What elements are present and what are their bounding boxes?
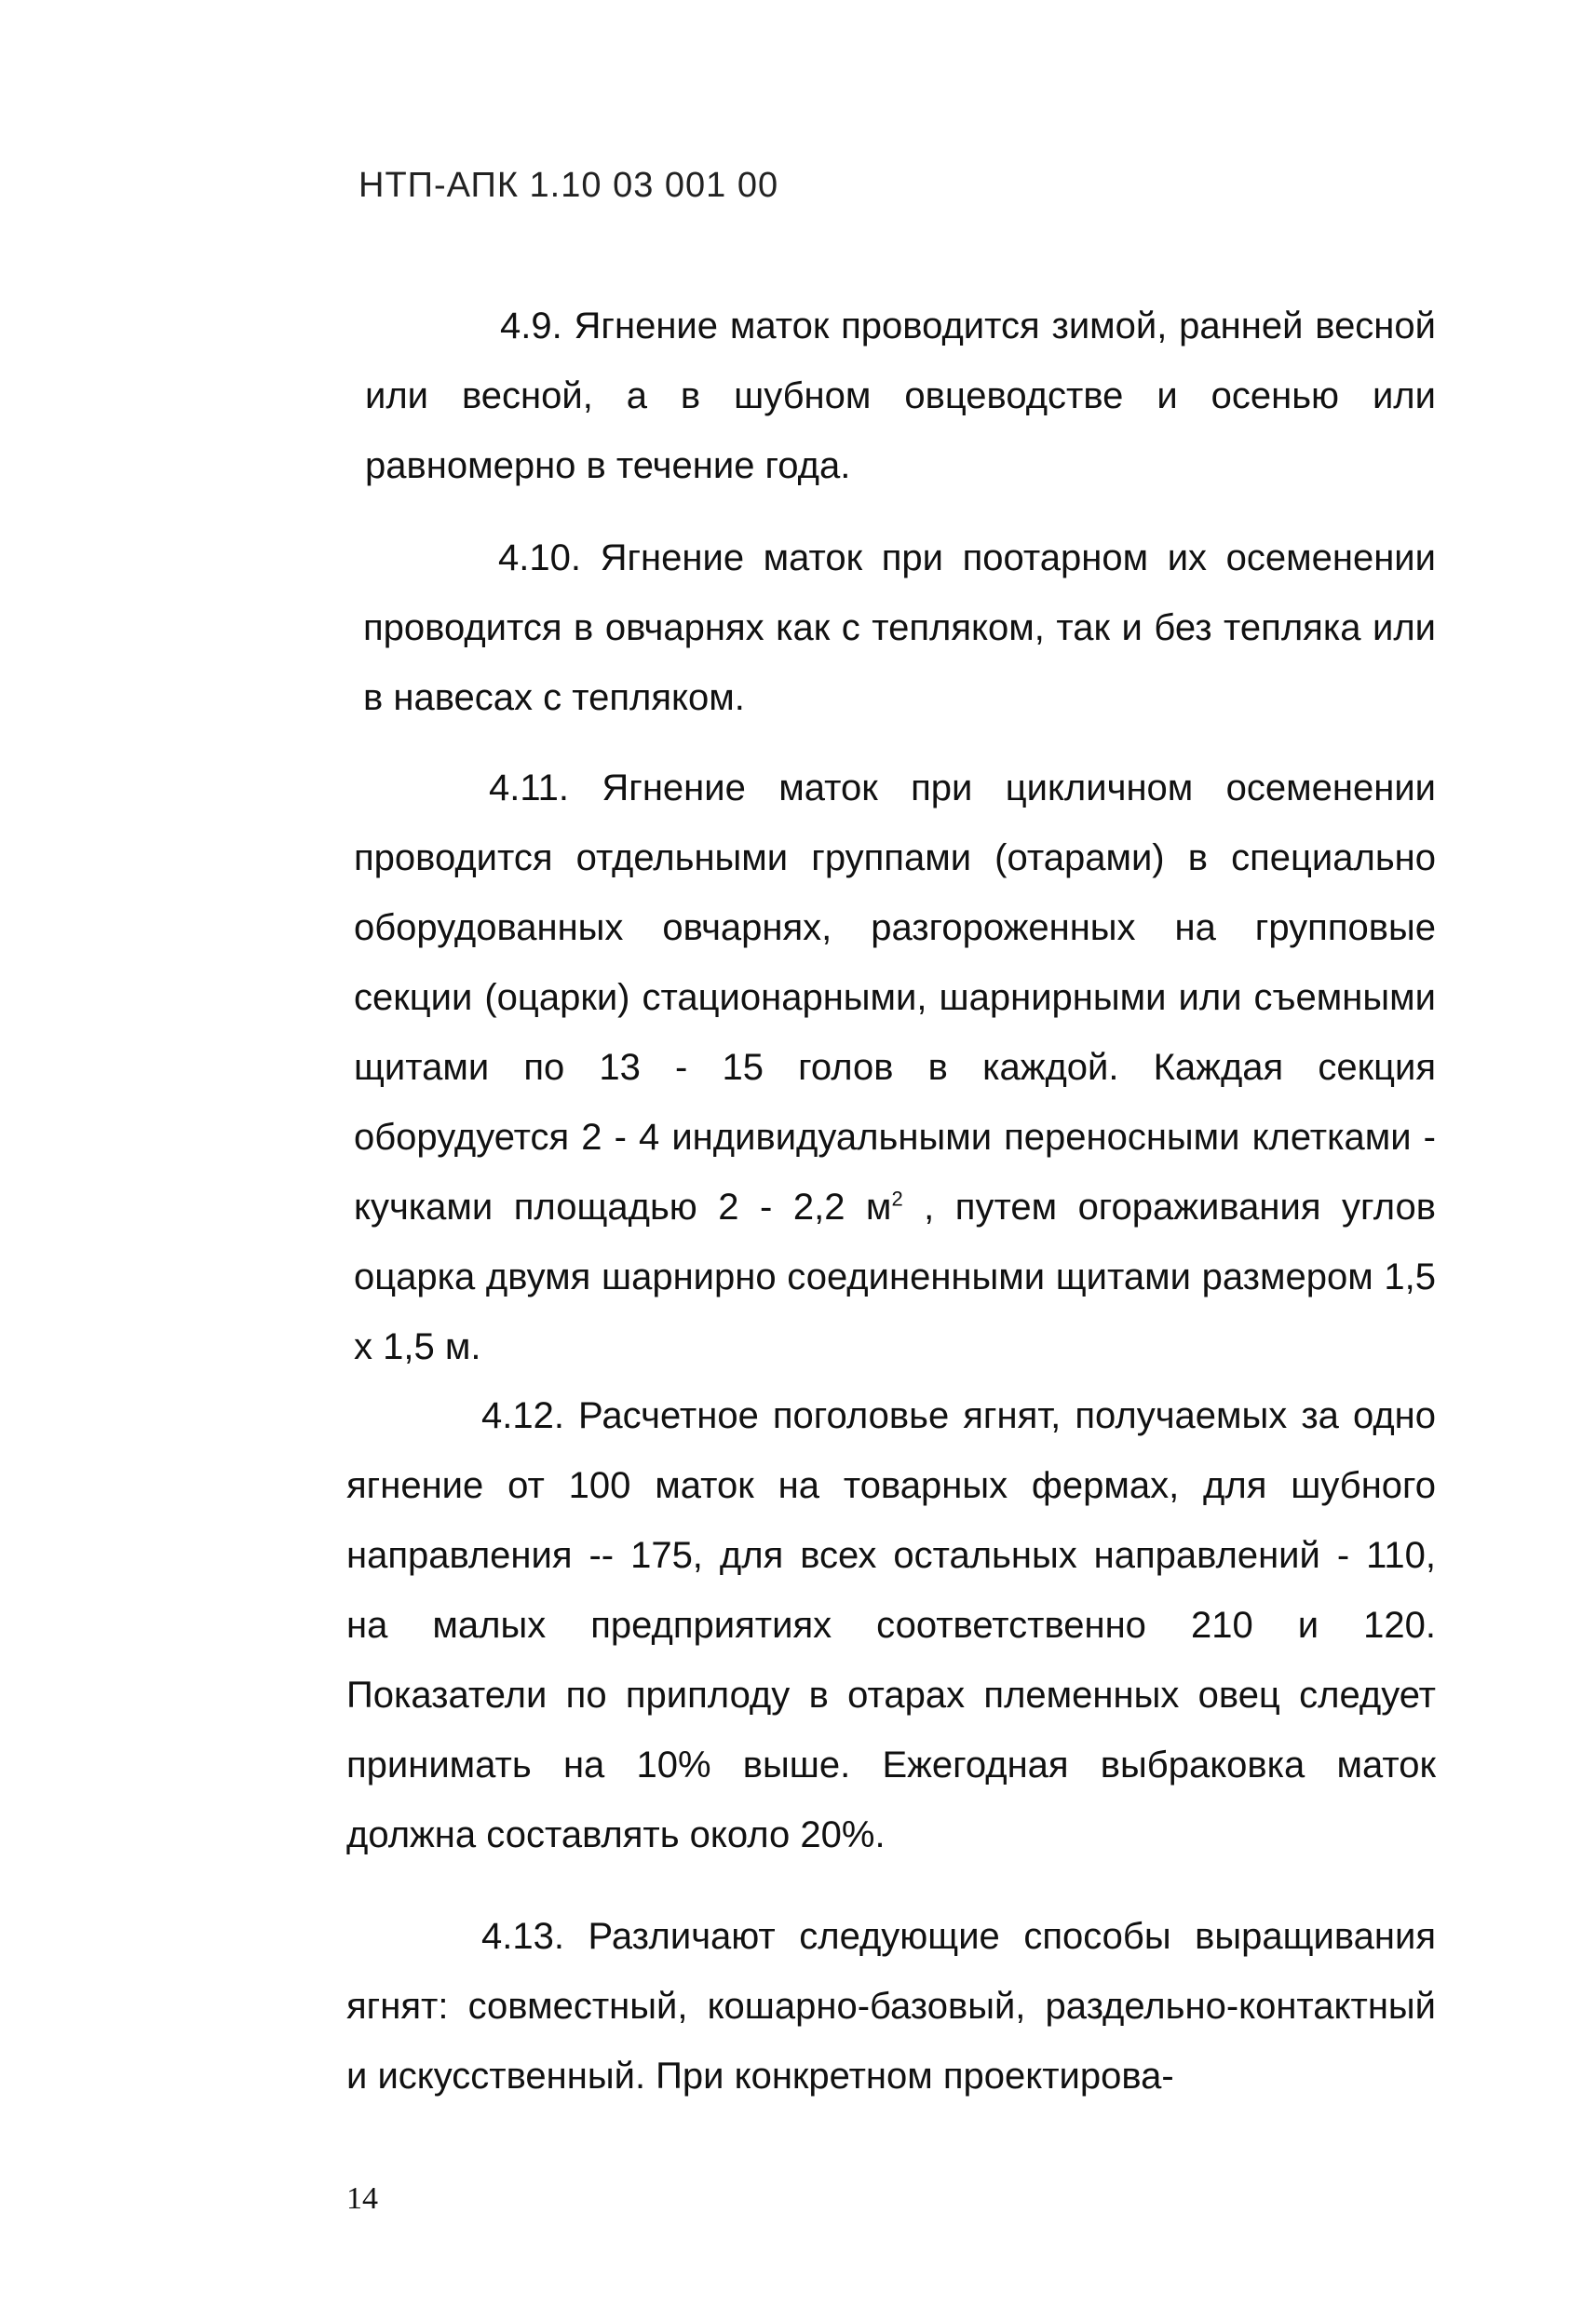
document-code-header: НТП-АПК 1.10 03 001 00: [358, 166, 779, 205]
paragraph-4-9: 4.9. Ягнение маток проводится зимой, ранней весной или весной, а в шубном овцеводстве и осенью или равномерно в течение года.: [365, 306, 1436, 486]
paragraph-4-12: 4.12. Расчетное поголовье ягнят, получаемых за одно ягнение от 100 маток на товарных фермах, для шубного направления -- 175, для всех остальных направлений - 110, на малых предприятиях соответственно 210 и 120. Показатели по приплоду в отарах племенных овец следует принимать на 10% выше. Ежегодная выбраковка маток должна составлять около 20%.: [346, 1395, 1436, 1855]
paragraph-4-11-main: 4.11. Ягнение маток при цикличном осеменении проводится отдельными группами (отарами) в специально оборудованных овчарнях, разгороженных на групповые секции (оцарки) стационарными, шарнирными или съемными щитами по 13 - 15 голов в каждой. Каждая секция оборудуется 2 - 4 индивидуальными переносными клетками - кучками площадью 2 - 2,2 м: [354, 767, 1436, 1228]
square-meter-superscript: 2: [891, 1187, 903, 1211]
paragraph-4-11: [354, 754, 1436, 1382]
page-number: 14: [346, 2181, 378, 2216]
paragraph-4-11-tail: , путем огораживания углов оцарка двумя шарнирно соединенными щитами размером 1,5 х 1,5 м.: [354, 1187, 1436, 1367]
paragraph-4-10: 4.10. Ягнение маток при поотарном их осеменении проводится в овчарнях как с тепляком, так и без тепляка или в навесах с тепляком.: [363, 537, 1436, 718]
paragraph-4-13: 4.13. Различают следующие способы выращивания ягнят: совместный, кошарно-базовый, раздельно-контактный и искусственный. При конкретном проектирова-: [346, 1916, 1436, 2097]
